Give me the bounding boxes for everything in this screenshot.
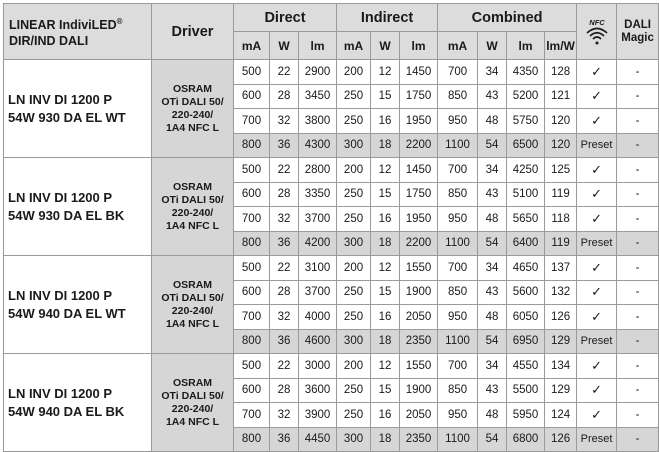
cell-d-ma: 500 [234,60,270,85]
cell-c-w: 54 [478,231,507,256]
cell-i-lm: 1950 [400,109,438,134]
cell-lmw: 126 [545,305,577,330]
cell-i-lm: 1450 [400,60,438,85]
model-line-2: 54W 930 DA EL WT [8,109,126,125]
cell-c-w: 48 [478,207,507,232]
combined-lmw-header: lm/W [545,32,577,60]
driver-line: OSRAM [172,180,213,193]
model-name [4,60,152,158]
cell-d-w: 22 [270,60,299,85]
driver-line: OSRAM [172,82,213,95]
dali-magic-value: - [617,133,659,158]
cell-i-w: 16 [371,109,400,134]
cell-i-lm: 2200 [400,231,438,256]
cell-d-w: 36 [270,329,299,354]
model-line-1: LN INV DI 1200 P [8,189,113,205]
nfc-checkmark: ✓ [577,403,617,428]
nfc-checkmark: ✓ [577,378,617,403]
cell-c-lm: 4550 [507,354,545,379]
spec-body [4,60,659,452]
cell-i-lm: 1750 [400,182,438,207]
cell-d-ma: 500 [234,354,270,379]
direct-w-header: W [270,32,299,60]
cell-c-lm: 6500 [507,133,545,158]
dali-magic-value: - [617,231,659,256]
cell-c-lm: 5650 [507,207,545,232]
cell-i-ma: 250 [337,403,371,428]
cell-d-w: 32 [270,109,299,134]
model-name [4,354,152,452]
cell-c-ma: 700 [438,354,478,379]
indirect-header: Indirect [337,4,438,32]
cell-d-w: 22 [270,354,299,379]
cell-d-lm: 3450 [299,84,337,109]
cell-lmw: 134 [545,354,577,379]
cell-c-w: 34 [478,60,507,85]
dali-magic-value: - [617,329,659,354]
cell-d-ma: 700 [234,109,270,134]
direct-ma-header: mA [234,32,270,60]
cell-i-lm: 2050 [400,305,438,330]
dali-magic-value: - [617,403,659,428]
cell-i-ma: 250 [337,305,371,330]
cell-d-w: 36 [270,427,299,452]
driver-line: 220-240/ [171,402,214,415]
cell-d-ma: 500 [234,158,270,183]
cell-i-ma: 250 [337,84,371,109]
driver-line: 1A4 NFC L [165,219,220,232]
model-line-2: 54W 940 DA EL BK [8,403,125,419]
cell-i-ma: 200 [337,60,371,85]
luminaire-spec-table [3,3,659,452]
cell-d-w: 22 [270,256,299,281]
driver-name [152,60,234,158]
cell-d-lm: 4000 [299,305,337,330]
cell-d-w: 28 [270,378,299,403]
cell-c-lm: 4650 [507,256,545,281]
model-line-2: 54W 930 DA EL BK [8,207,125,223]
cell-i-lm: 1550 [400,354,438,379]
driver-line: OTi DALI 50/ [161,193,224,206]
nfc-preset: Preset [577,427,617,452]
cell-d-lm: 4300 [299,133,337,158]
nfc-checkmark: ✓ [577,84,617,109]
cell-lmw: 129 [545,378,577,403]
cell-c-ma: 850 [438,182,478,207]
cell-d-lm: 3700 [299,280,337,305]
driver-name [152,354,234,452]
cell-i-w: 16 [371,403,400,428]
cell-d-w: 28 [270,280,299,305]
cell-c-lm: 5500 [507,378,545,403]
cell-d-lm: 3900 [299,403,337,428]
cell-c-w: 54 [478,427,507,452]
cell-d-w: 32 [270,305,299,330]
driver-line: OTi DALI 50/ [161,389,224,402]
cell-c-w: 34 [478,256,507,281]
cell-d-ma: 700 [234,207,270,232]
dali-magic-header [617,4,659,60]
cell-c-ma: 1100 [438,231,478,256]
cell-d-lm: 4600 [299,329,337,354]
cell-c-ma: 1100 [438,133,478,158]
cell-lmw: 119 [545,182,577,207]
dali-magic-value: - [617,182,659,207]
cell-c-w: 43 [478,378,507,403]
indirect-w-header: W [371,32,400,60]
indirect-ma-header: mA [337,32,371,60]
cell-c-ma: 850 [438,378,478,403]
cell-lmw: 120 [545,109,577,134]
cell-c-w: 54 [478,329,507,354]
cell-c-lm: 6050 [507,305,545,330]
cell-d-ma: 600 [234,280,270,305]
cell-d-w: 32 [270,403,299,428]
cell-c-w: 54 [478,133,507,158]
cell-c-lm: 5600 [507,280,545,305]
dali-magic-value: - [617,84,659,109]
model-line-2: 54W 940 DA EL WT [8,305,126,321]
dali-magic-value: - [617,378,659,403]
cell-i-lm: 2050 [400,403,438,428]
model-name [4,256,152,354]
table-row [4,256,659,281]
dali-magic-value: - [617,207,659,232]
combined-ma-header: mA [438,32,478,60]
combined-header: Combined [438,4,577,32]
dali-magic-value: - [617,158,659,183]
cell-i-ma: 200 [337,158,371,183]
cell-d-lm: 2800 [299,158,337,183]
cell-lmw: 121 [545,84,577,109]
cell-c-w: 43 [478,280,507,305]
nfc-checkmark: ✓ [577,354,617,379]
cell-lmw: 119 [545,231,577,256]
cell-lmw: 132 [545,280,577,305]
cell-lmw: 120 [545,133,577,158]
nfc-header [577,4,617,60]
cell-c-lm: 5100 [507,182,545,207]
driver-line: OTi DALI 50/ [161,291,224,304]
cell-d-lm: 3700 [299,207,337,232]
cell-i-w: 16 [371,207,400,232]
cell-d-w: 36 [270,231,299,256]
cell-d-ma: 600 [234,84,270,109]
header-row-top [4,4,659,32]
cell-i-w: 18 [371,427,400,452]
nfc-preset: Preset [577,231,617,256]
registered-mark: ® [116,16,123,26]
dali-magic-line-1: DALI [624,18,651,31]
cell-d-lm: 3600 [299,378,337,403]
nfc-checkmark: ✓ [577,305,617,330]
cell-d-w: 22 [270,158,299,183]
indirect-lm-header: lm [400,32,438,60]
cell-i-lm: 2200 [400,133,438,158]
cell-i-ma: 250 [337,280,371,305]
cell-c-lm: 6800 [507,427,545,452]
nfc-checkmark: ✓ [577,60,617,85]
driver-line: 1A4 NFC L [165,317,220,330]
cell-d-lm: 3350 [299,182,337,207]
cell-d-ma: 600 [234,182,270,207]
model-name [4,158,152,256]
nfc-preset: Preset [577,329,617,354]
cell-i-lm: 1550 [400,256,438,281]
combined-lm-header: lm [507,32,545,60]
cell-i-w: 18 [371,231,400,256]
cell-c-lm: 6400 [507,231,545,256]
nfc-checkmark: ✓ [577,256,617,281]
nfc-checkmark: ✓ [577,207,617,232]
cell-c-ma: 700 [438,60,478,85]
table-row [4,158,659,183]
model-line-1: LN INV DI 1200 P [8,91,113,107]
cell-c-lm: 6950 [507,329,545,354]
cell-c-ma: 1100 [438,427,478,452]
cell-i-ma: 300 [337,329,371,354]
table-row [4,354,659,379]
cell-lmw: 128 [545,60,577,85]
cell-d-ma: 700 [234,305,270,330]
cell-d-ma: 800 [234,133,270,158]
cell-c-w: 43 [478,182,507,207]
cell-c-w: 48 [478,109,507,134]
driver-line: 220-240/ [171,206,214,219]
cell-c-w: 48 [478,403,507,428]
cell-i-w: 12 [371,158,400,183]
cell-d-ma: 500 [234,256,270,281]
cell-i-ma: 300 [337,231,371,256]
cell-i-ma: 200 [337,354,371,379]
cell-c-ma: 700 [438,158,478,183]
nfc-checkmark: ✓ [577,158,617,183]
cell-i-w: 16 [371,305,400,330]
cell-i-ma: 250 [337,182,371,207]
cell-d-w: 28 [270,182,299,207]
cell-i-lm: 2350 [400,329,438,354]
cell-i-w: 12 [371,60,400,85]
direct-lm-header: lm [299,32,337,60]
cell-i-w: 15 [371,378,400,403]
cell-i-ma: 250 [337,207,371,232]
cell-c-lm: 4350 [507,60,545,85]
cell-c-ma: 950 [438,207,478,232]
cell-d-ma: 800 [234,231,270,256]
cell-i-lm: 1900 [400,280,438,305]
driver-line: OSRAM [172,376,213,389]
dali-magic-value: - [617,354,659,379]
driver-line: 1A4 NFC L [165,121,220,134]
cell-lmw: 129 [545,329,577,354]
cell-d-ma: 800 [234,329,270,354]
cell-c-ma: 950 [438,109,478,134]
cell-i-ma: 200 [337,256,371,281]
dali-magic-value: - [617,60,659,85]
cell-c-w: 34 [478,158,507,183]
cell-d-lm: 3000 [299,354,337,379]
cell-d-w: 28 [270,84,299,109]
driver-line: OSRAM [172,278,213,291]
nfc-icon [585,17,609,47]
cell-i-lm: 2350 [400,427,438,452]
cell-c-ma: 850 [438,84,478,109]
driver-line: OTi DALI 50/ [161,95,224,108]
driver-name [152,256,234,354]
nfc-icon-label: NFC [588,18,605,27]
cell-c-w: 34 [478,354,507,379]
cell-d-ma: 800 [234,427,270,452]
cell-c-lm: 4250 [507,158,545,183]
cell-i-ma: 300 [337,133,371,158]
title-line-2: DIR/IND DALI [9,34,89,49]
cell-d-ma: 700 [234,403,270,428]
cell-i-lm: 1950 [400,207,438,232]
title-line-1: LINEAR IndiviLED [9,18,117,33]
driver-line: 1A4 NFC L [165,415,220,428]
cell-d-lm: 2900 [299,60,337,85]
cell-c-lm: 5750 [507,109,545,134]
cell-d-ma: 600 [234,378,270,403]
cell-lmw: 124 [545,403,577,428]
cell-i-w: 18 [371,133,400,158]
dali-magic-value: - [617,256,659,281]
dali-magic-line-2: Magic [621,31,654,44]
cell-c-ma: 850 [438,280,478,305]
nfc-checkmark: ✓ [577,182,617,207]
cell-c-lm: 5950 [507,403,545,428]
model-line-1: LN INV DI 1200 P [8,287,113,303]
cell-d-w: 32 [270,207,299,232]
model-line-1: LN INV DI 1200 P [8,385,113,401]
driver-name [152,158,234,256]
cell-i-ma: 250 [337,109,371,134]
direct-header: Direct [234,4,337,32]
nfc-checkmark: ✓ [577,280,617,305]
cell-i-w: 15 [371,182,400,207]
dali-magic-value: - [617,305,659,330]
table-title [4,4,152,60]
cell-i-ma: 300 [337,427,371,452]
cell-c-w: 43 [478,84,507,109]
nfc-preset: Preset [577,133,617,158]
cell-i-w: 15 [371,280,400,305]
dali-magic-value: - [617,427,659,452]
cell-d-w: 36 [270,133,299,158]
cell-i-w: 12 [371,256,400,281]
cell-lmw: 126 [545,427,577,452]
cell-d-lm: 3800 [299,109,337,134]
dali-magic-value: - [617,109,659,134]
cell-c-lm: 5200 [507,84,545,109]
cell-i-lm: 1750 [400,84,438,109]
cell-c-ma: 700 [438,256,478,281]
cell-i-lm: 1450 [400,158,438,183]
dali-magic-value: - [617,280,659,305]
nfc-checkmark: ✓ [577,109,617,134]
driver-line: 220-240/ [171,108,214,121]
cell-c-ma: 1100 [438,329,478,354]
cell-i-ma: 250 [337,378,371,403]
cell-i-w: 18 [371,329,400,354]
table-row [4,60,659,85]
cell-d-lm: 4200 [299,231,337,256]
cell-c-w: 48 [478,305,507,330]
cell-i-w: 15 [371,84,400,109]
cell-lmw: 125 [545,158,577,183]
cell-d-lm: 4450 [299,427,337,452]
cell-c-ma: 950 [438,305,478,330]
cell-lmw: 118 [545,207,577,232]
driver-header: Driver [152,4,234,60]
combined-w-header: W [478,32,507,60]
cell-i-w: 12 [371,354,400,379]
cell-d-lm: 3100 [299,256,337,281]
cell-i-lm: 1900 [400,378,438,403]
driver-line: 220-240/ [171,304,214,317]
cell-lmw: 137 [545,256,577,281]
cell-c-ma: 950 [438,403,478,428]
